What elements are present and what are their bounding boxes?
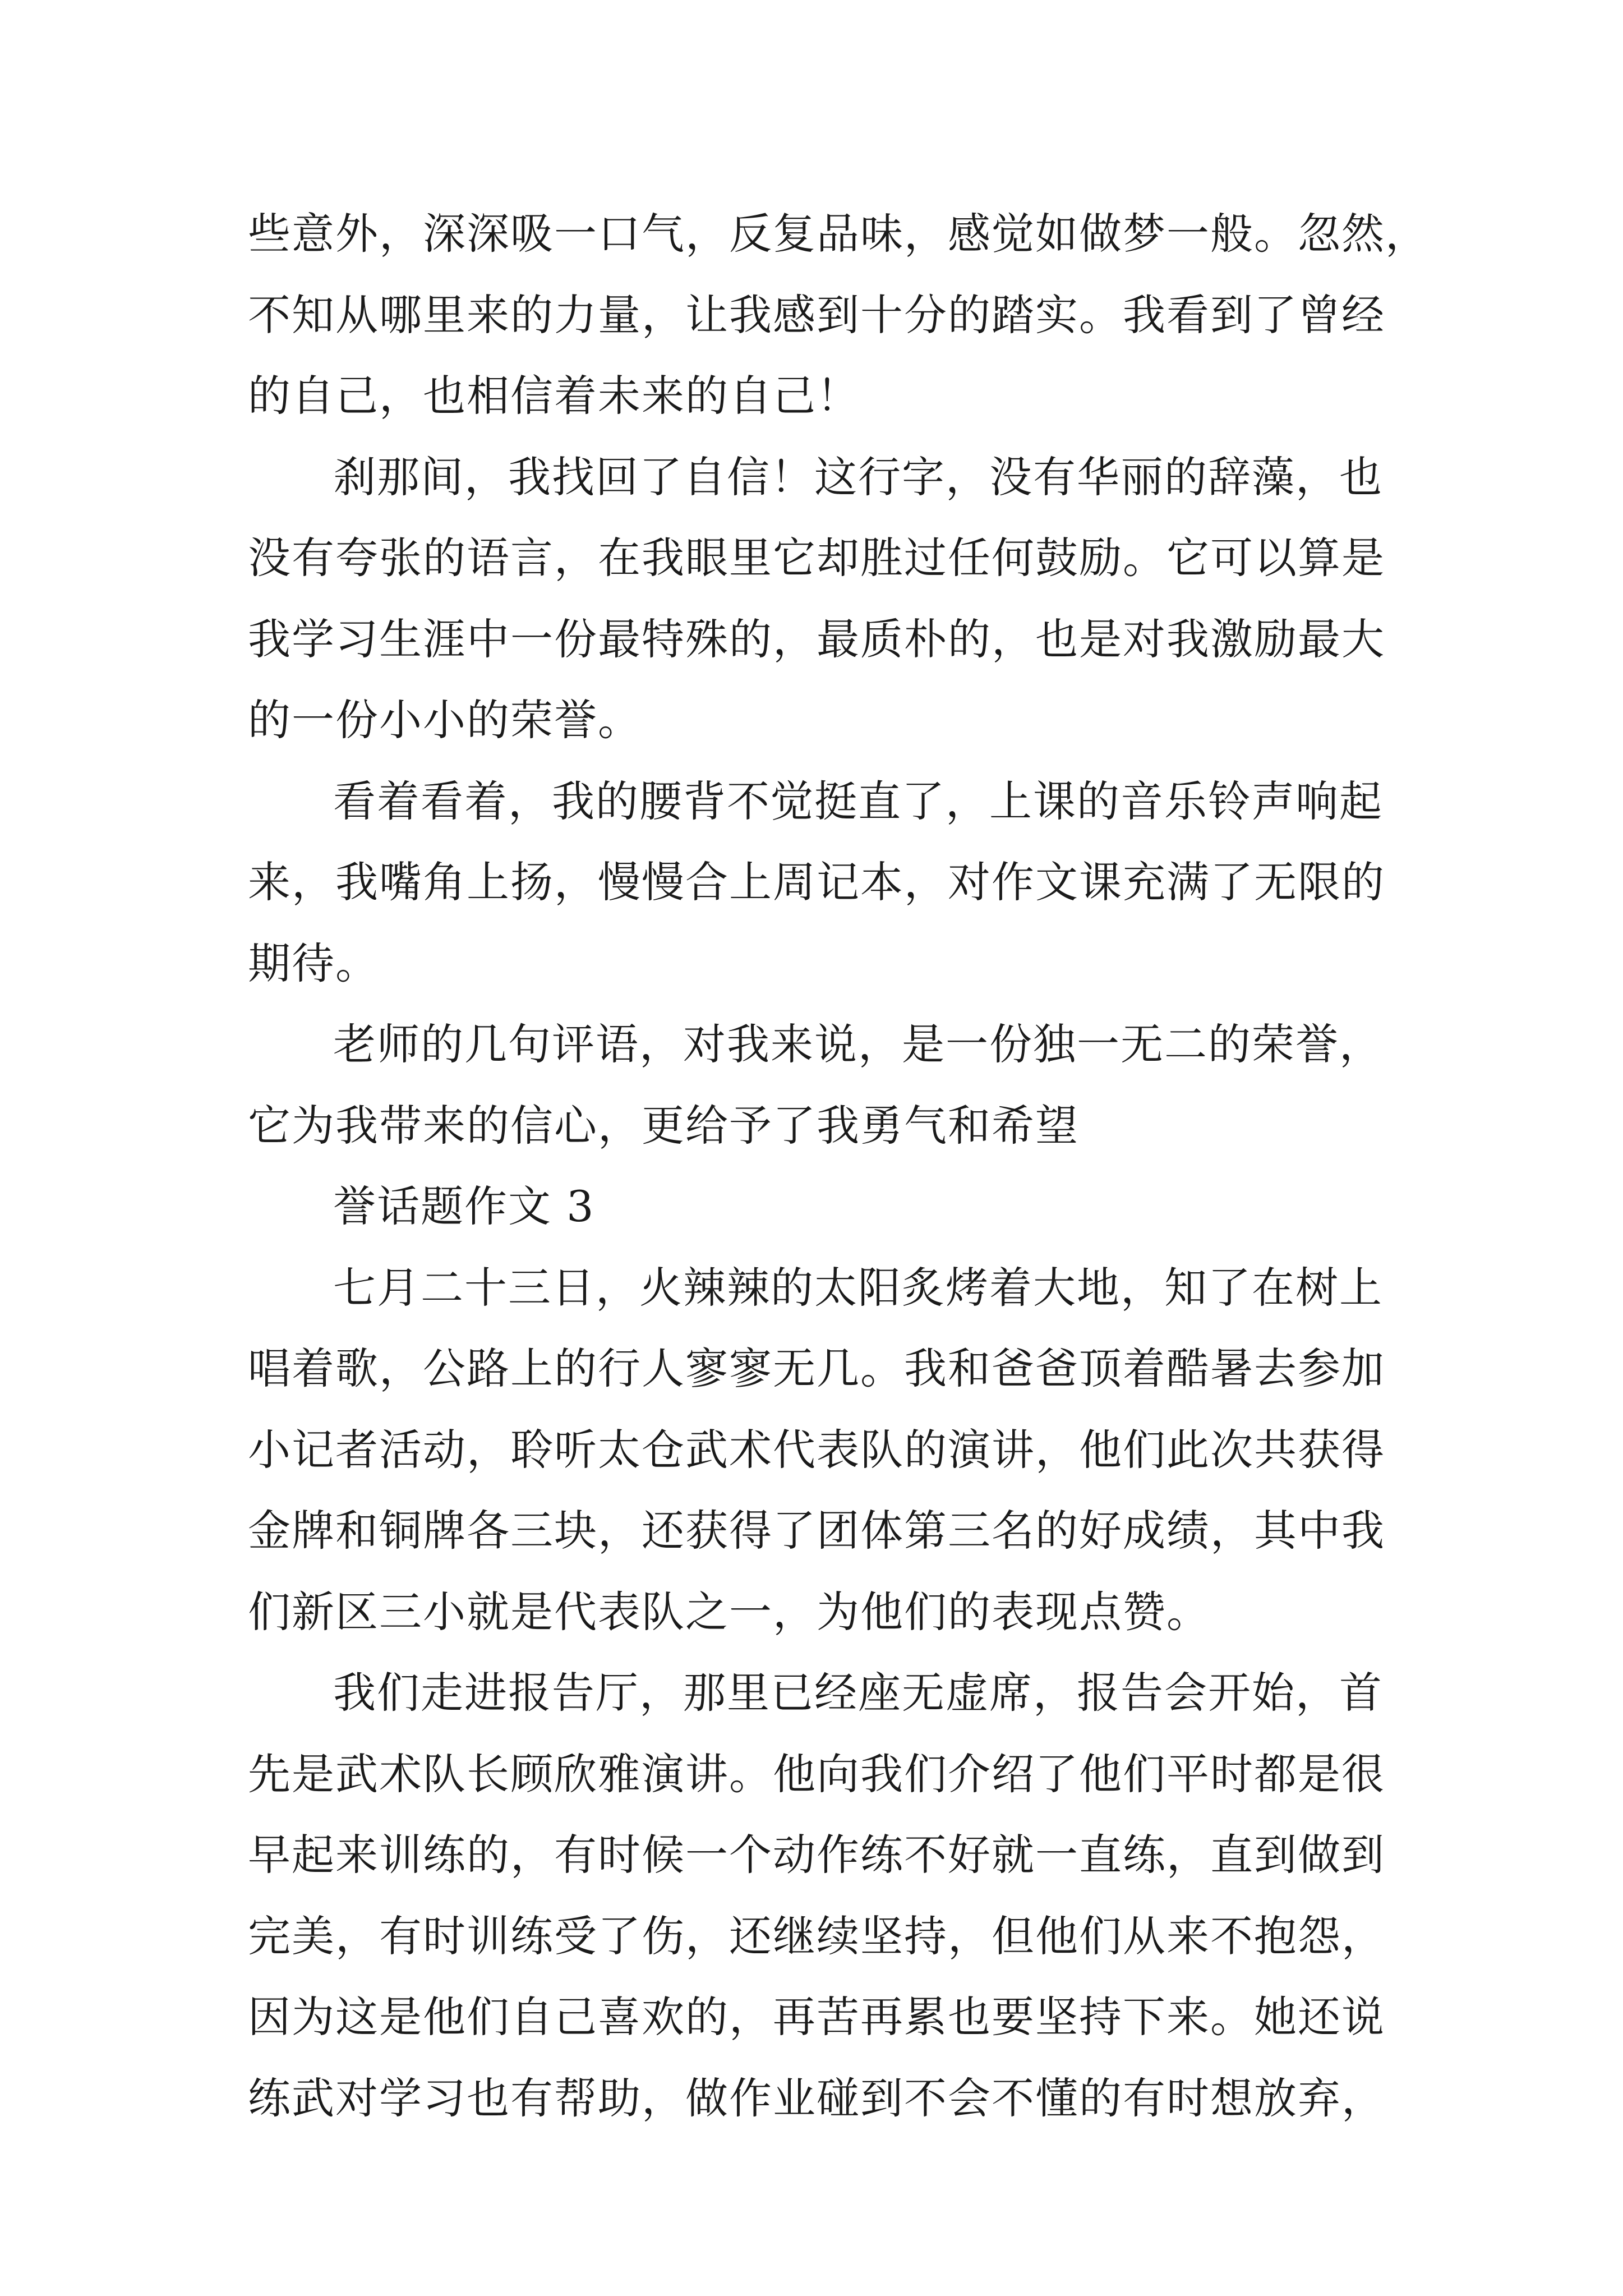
text-line: 它为我带来的信心，更给予了我勇气和希望 [248,1100,1079,1151]
text-line: 七月二十三日，火辣辣的太阳炙烤着大地，知了在树上 [333,1262,1383,1313]
text-line: 不知从哪里来的力量，让我感到十分的踏实。我看到了曾经 [248,289,1385,340]
document-body [248,194,1429,2139]
text-line: 小记者活动，聆听太仓武术代表队的演讲，他们此次共获得 [248,1424,1385,1475]
text-line: 期待。 [248,938,379,988]
text-line: 先是武术队长顾欣雅演讲。他向我们介绍了他们平时都是很 [248,1749,1385,1799]
text-line: 些意外，深深吸一口气，反复品味，感觉如做梦一般。忽然， [248,209,1429,259]
text-line: 的自己，也相信着未来的自己！ [248,371,860,421]
text-line: 早起来训练的，有时候一个动作练不好就一直练，直到做到 [248,1830,1385,1880]
text-line: 们新区三小就是代表队之一，为他们的表现点赞。 [248,1586,1210,1637]
text-line: 我们走进报告厅，那里已经座无虚席，报告会开始，首 [333,1668,1383,1718]
text-line: 的一份小小的荣誉。 [248,695,642,745]
text-line: 看着看着，我的腰背不觉挺直了，上课的音乐铃声响起 [333,776,1383,826]
text-line: 完美，有时训练受了伤，还继续坚持，但他们从来不抱怨， [248,1911,1385,1961]
text-line: 因为这是他们自己喜欢的，再苦再累也要坚持下来。她还说 [248,1992,1385,2042]
text-line: 刹那间，我找回了自信！这行字，没有华丽的辞藻，也 [333,452,1383,502]
text-line: 我学习生涯中一份最特殊的，最质朴的，也是对我激励最大 [248,614,1385,664]
text-line: 没有夸张的语言，在我眼里它却胜过任何鼓励。它可以算是 [248,533,1385,583]
text-line: 金牌和铜牌各三块，还获得了团体第三名的好成绩，其中我 [248,1506,1385,1556]
text-line: 练武对学习也有帮助，做作业碰到不会不懂的有时想放弃， [248,2073,1385,2123]
text-line: 唱着歌，公路上的行人寥寥无几。我和爸爸顶着酷暑去参加 [248,1343,1385,1393]
text-line: 老师的几句评语，对我来说，是一份独一无二的荣誉， [333,1019,1383,1069]
text-line: 来，我嘴角上扬，慢慢合上周记本，对作文课充满了无限的 [248,857,1385,907]
text-line: 誉话题作文 3 [333,1181,595,1231]
